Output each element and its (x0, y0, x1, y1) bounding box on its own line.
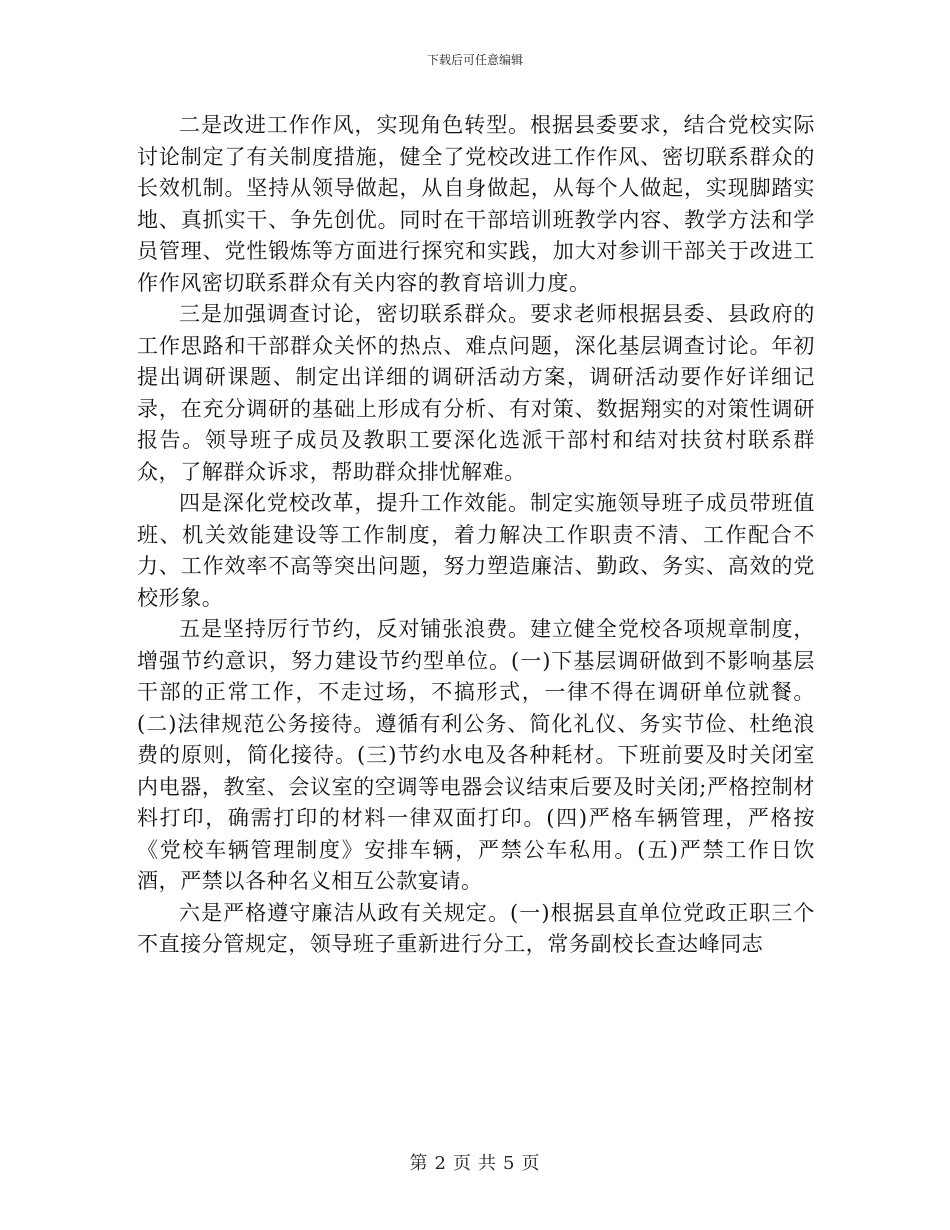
paragraph-3-strengthen-research: 三是加强调查讨论，密切联系群众。要求老师根据县委、县政府的工作思路和干部群众关怀的热点、难点问题，深化基层调查讨论。年初提出调研课题、制定出详细的调研活动方案，调研活动要作好详细记录，在充分调研的基础上形成有分析、有对策、数据翔实的对策性调研报告。领导班子成员及教职工要深化选派干部村和结对扶贫村联系群众，了解群众诉求，帮助群众排忧解难。 (137, 302, 815, 484)
paragraph-6-integrity-rules: 六是严格遵守廉洁从政有关规定。(一)根据县直单位党政正职三个不直接分管规定，领导班子重新进行分工，常务副校长查达峰同志 (137, 900, 815, 956)
page-header-note: 下载后可任意编辑 (426, 53, 523, 67)
footer-total-word: 共 (478, 1153, 497, 1174)
paragraph-5-practice-thrift: 五是坚持厉行节约，反对铺张浪费。建立健全党校各项规章制度，增强节约意识，努力建设节约型单位。(一)下基层调研做到不影响基层干部的正常工作，不走过场，不搞形式，一律不得在调研单位就餐。(二)法律规范公务接待。遵循有利公务、简化礼仪、务实节俭、杜绝浪费的原则，简化接待。(三)节约水电及各种耗材。下班前要及时关闭室内电器，教室、会议室的空调等电器会议结束后要及时关闭;严格控制材料打印，确需打印的材料一律双面打印。(四)严格车辆管理，严格按《党校车辆管理制度》安排车辆，严禁公车私用。(五)严禁工作日饮酒，严禁以各种名义相互公款宴请。 (137, 617, 815, 893)
footer-page-word: 页 (453, 1153, 472, 1174)
footer-suffix: 页 (521, 1153, 541, 1174)
paragraph-2-improve-work-style: 二是改进工作作风，实现角色转型。根据县委要求，结合党校实际讨论制定了有关制度措施，健全了党校改进工作作风、密切联系群众的长效机制。坚持从领导做起，从自身做起，从每个人做起，实现脚踏实地、真抓实干、争先创优。同时在干部培训班教学内容、教学方法和学员管理、党性锻炼等方面进行探究和实践，加大对参训干部关于改进工作作风密切联系群众有关内容的教育培训力度。 (137, 113, 815, 295)
footer-current-page: 2 (434, 1153, 447, 1174)
paragraph-4-deepen-reform: 四是深化党校改革，提升工作效能。制定实施领导班子成员带班值班、机关效能建设等工作制度，着力解决工作职责不清、工作配合不力、工作效率不高等突出问题，努力塑造廉洁、勤政、务实、高效的党校形象。 (137, 491, 815, 610)
footer-prefix: 第 (409, 1153, 429, 1174)
page-number-footer (0, 1153, 950, 1175)
footer-total-pages: 5 (503, 1153, 516, 1174)
document-body (137, 110, 815, 961)
